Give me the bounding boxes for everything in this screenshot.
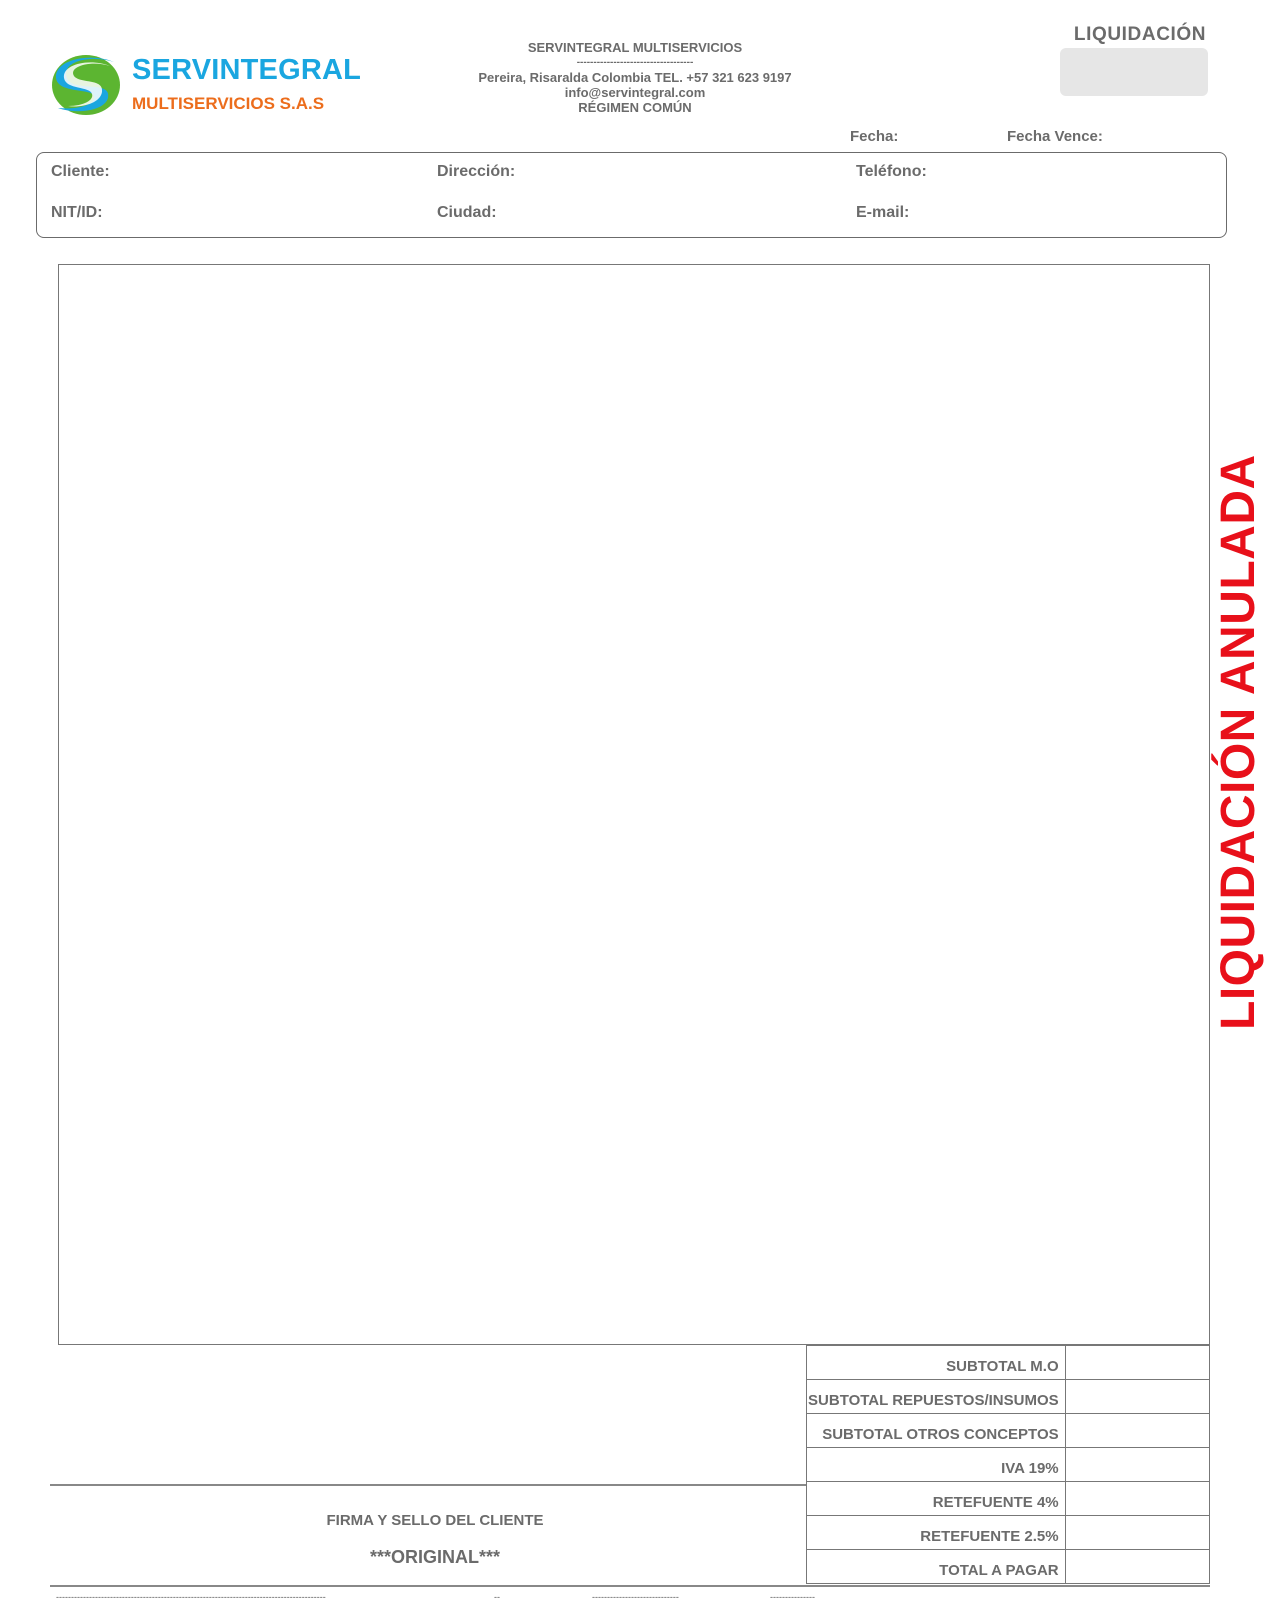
totals-value bbox=[1065, 1550, 1209, 1584]
cut-line: ----------------------------- bbox=[592, 1592, 679, 1602]
document-title: LIQUIDACIÓN bbox=[1073, 24, 1207, 45]
company-address: Pereira, Risaralda Colombia TEL. +57 321 623 9197 bbox=[478, 70, 792, 85]
email-label: E-mail: bbox=[856, 204, 910, 221]
totals-value bbox=[1065, 1448, 1209, 1482]
logo-subtitle: MULTISERVICIOS S.A.S bbox=[132, 94, 325, 113]
client-info-box bbox=[36, 152, 1227, 238]
company-regime: RÉGIMEN COMÚN bbox=[578, 100, 692, 115]
document-number-box bbox=[1060, 48, 1208, 96]
cancelled-stamp: LIQUIDACIÓN ANULADA bbox=[1212, 454, 1265, 1030]
totals-label: RETEFUENTE 2.5% bbox=[807, 1516, 1066, 1550]
fecha-label: Fecha: bbox=[850, 128, 899, 145]
totals-label: TOTAL A PAGAR bbox=[807, 1550, 1066, 1584]
nit-label: NIT/ID: bbox=[51, 204, 103, 221]
totals-value bbox=[1065, 1482, 1209, 1516]
company-name: SERVINTEGRAL MULTISERVICIOS bbox=[527, 40, 743, 55]
cliente-label: Cliente: bbox=[51, 163, 110, 180]
totals-label: SUBTOTAL REPUESTOS/INSUMOS bbox=[807, 1380, 1066, 1414]
totals-value bbox=[1065, 1516, 1209, 1550]
totals-label: RETEFUENTE 4% bbox=[807, 1482, 1066, 1516]
totals-row bbox=[807, 1346, 1210, 1380]
cut-line: ------------------------------------------------------------------------------------------ bbox=[56, 1592, 326, 1602]
totals-value bbox=[1065, 1414, 1209, 1448]
fecha-vence-label: Fecha Vence: bbox=[1007, 128, 1103, 145]
cut-line: -- bbox=[494, 1592, 500, 1602]
totals-row bbox=[807, 1414, 1210, 1448]
totals-label: SUBTOTAL OTROS CONCEPTOS bbox=[807, 1414, 1066, 1448]
telefono-label: Teléfono: bbox=[856, 163, 927, 180]
totals-row bbox=[807, 1516, 1210, 1550]
company-email: info@servintegral.com bbox=[564, 85, 706, 100]
company-separator: ----------------------------------- bbox=[576, 57, 694, 68]
bottom-divider bbox=[50, 1585, 1210, 1587]
totals-row bbox=[807, 1448, 1210, 1482]
logo-name: SERVINTEGRAL bbox=[132, 54, 362, 86]
totals-row bbox=[807, 1482, 1210, 1516]
totals-row bbox=[807, 1380, 1210, 1414]
signature-label: FIRMA Y SELLO DEL CLIENTE bbox=[326, 1512, 544, 1529]
company-logo bbox=[50, 52, 362, 122]
signature-divider bbox=[50, 1484, 806, 1486]
detail-area bbox=[58, 264, 1210, 1345]
totals-value bbox=[1065, 1346, 1209, 1380]
totals-value bbox=[1065, 1380, 1209, 1414]
logo-swoosh-icon bbox=[50, 52, 122, 118]
cut-line: --------------- bbox=[770, 1592, 815, 1602]
direccion-label: Dirección: bbox=[437, 163, 516, 180]
totals-label: IVA 19% bbox=[807, 1448, 1066, 1482]
totals-row bbox=[807, 1550, 1210, 1584]
totals-label: SUBTOTAL M.O bbox=[807, 1346, 1066, 1380]
company-info bbox=[420, 40, 850, 115]
ciudad-label: Ciudad: bbox=[437, 204, 497, 221]
totals-table bbox=[806, 1345, 1210, 1584]
copy-label: ***ORIGINAL*** bbox=[369, 1547, 501, 1567]
